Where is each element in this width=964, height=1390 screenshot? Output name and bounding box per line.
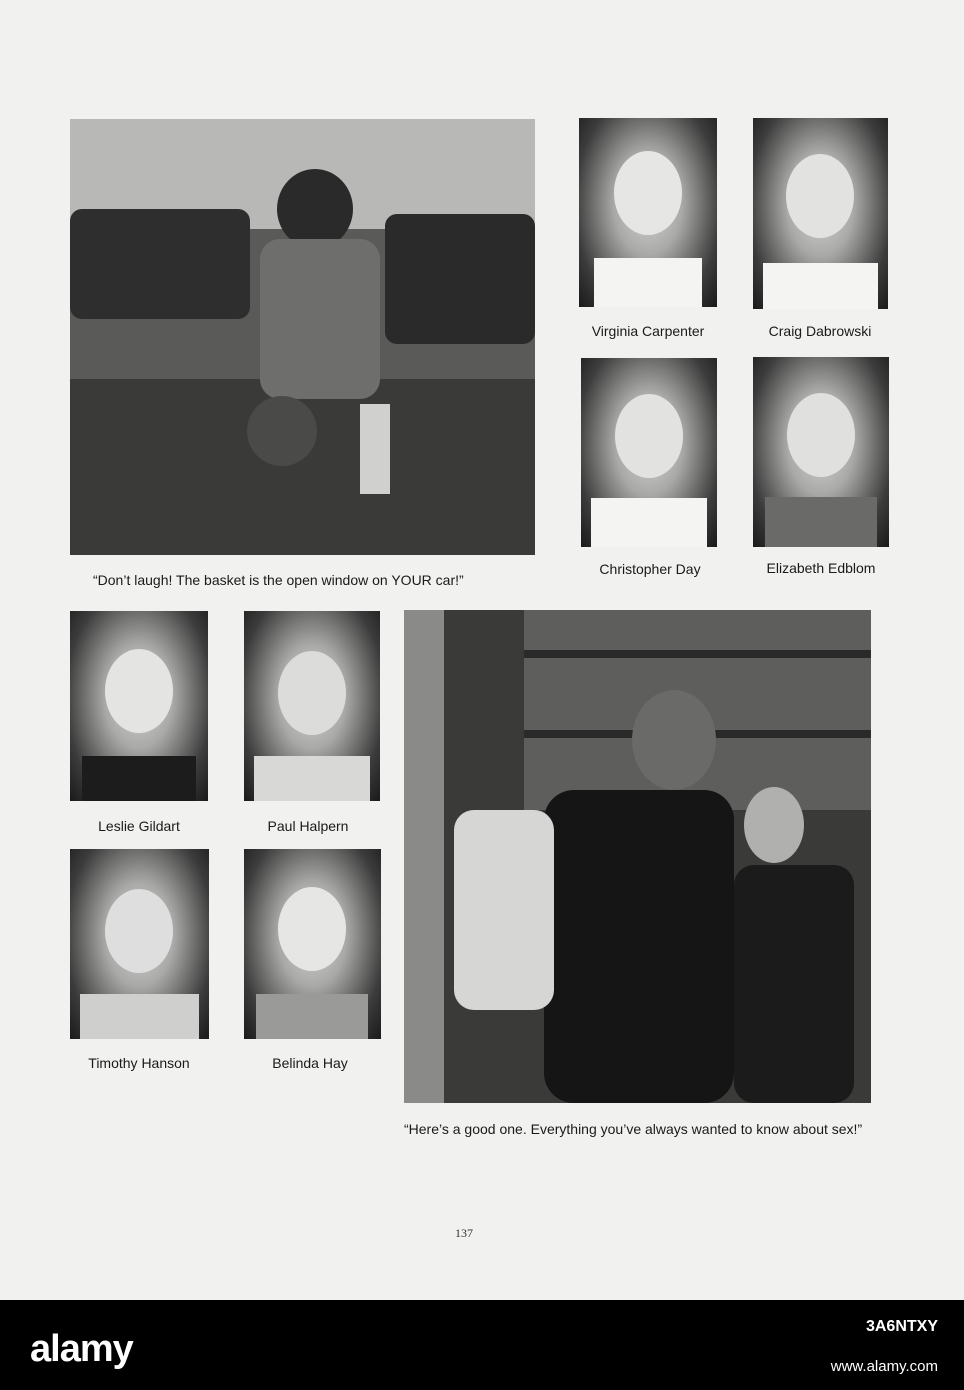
name-belinda-hay: Belinda Hay <box>272 1055 348 1071</box>
page-number: 137 <box>455 1226 473 1240</box>
name-elizabeth-edblom: Elizabeth Edblom <box>766 560 876 576</box>
basketball-caption: “Don’t laugh! The basket is the open window on YOUR car!” <box>93 572 464 588</box>
portrait-paul-halpern <box>244 611 380 801</box>
watermark-footer <box>0 1300 964 1390</box>
portrait-virginia-carpenter <box>579 118 717 307</box>
image-id: 3A6NTXY <box>865 1318 938 1335</box>
name-christopher-day: Christopher Day <box>599 561 701 577</box>
library-caption: “Here’s a good one. Everything you’ve always wanted to know about sex!” <box>404 1121 863 1137</box>
site-url: www.alamy.com <box>830 1358 938 1375</box>
name-paul-halpern: Paul Halpern <box>267 818 349 834</box>
portrait-timothy-hanson <box>70 849 209 1039</box>
name-leslie-gildart: Leslie Gildart <box>98 818 180 834</box>
portrait-belinda-hay <box>244 849 381 1039</box>
alamy-logo: alamy <box>30 1328 133 1370</box>
name-virginia-carpenter: Virginia Carpenter <box>591 323 705 339</box>
library-photo <box>404 610 871 1103</box>
basketball-photo <box>70 119 535 555</box>
name-timothy-hanson: Timothy Hanson <box>88 1055 190 1071</box>
portrait-leslie-gildart <box>70 611 208 801</box>
portrait-elizabeth-edblom <box>753 357 889 547</box>
portrait-craig-dabrowski <box>753 118 888 309</box>
name-craig-dabrowski: Craig Dabrowski <box>768 323 872 339</box>
portrait-christopher-day <box>581 358 717 547</box>
